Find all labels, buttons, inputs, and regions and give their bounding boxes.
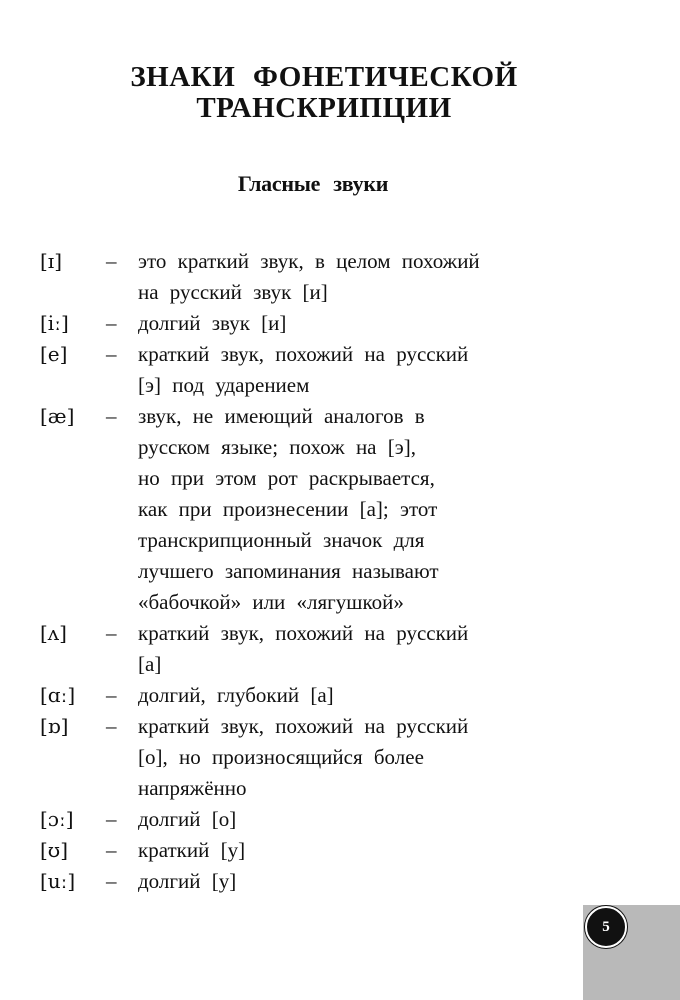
description-line: краткий звук, похожий на русский bbox=[138, 342, 469, 366]
description-line: [а] bbox=[138, 652, 162, 676]
transcription-entry bbox=[40, 804, 600, 835]
phonetic-symbol: [ʌ] bbox=[40, 621, 67, 645]
sound-description bbox=[138, 804, 600, 835]
description-line: это краткий звук, в целом похожий bbox=[138, 249, 480, 273]
page-title-line-2: ТРАНСКРИПЦИИ bbox=[196, 92, 452, 124]
phonetic-symbol: [ɒ] bbox=[40, 714, 69, 738]
transcription-entry bbox=[40, 711, 600, 804]
entry-dash: – bbox=[106, 807, 117, 831]
page-title bbox=[0, 62, 648, 124]
description-line: [э] под ударением bbox=[138, 373, 310, 397]
sound-description bbox=[138, 308, 600, 339]
phonetic-symbol: [ɔː] bbox=[40, 807, 74, 831]
description-line: звук, не имеющий аналогов в bbox=[138, 404, 425, 428]
transcription-entry bbox=[40, 246, 600, 308]
phonetic-symbol: [ɑː] bbox=[40, 683, 76, 707]
description-line: лучшего запоминания называют bbox=[138, 559, 439, 583]
phonetic-symbol: [uː] bbox=[40, 869, 76, 893]
description-line: краткий звук, похожий на русский bbox=[138, 714, 469, 738]
description-line: русском языке; похож на [э], bbox=[138, 435, 416, 459]
description-line: краткий [у] bbox=[138, 838, 246, 862]
description-line: долгий, глубокий [а] bbox=[138, 683, 334, 707]
transcription-list bbox=[40, 246, 600, 897]
sound-description bbox=[138, 711, 600, 804]
entry-dash: – bbox=[106, 342, 117, 366]
transcription-entry bbox=[40, 680, 600, 711]
description-line: на русский звук [и] bbox=[138, 280, 328, 304]
entry-dash: – bbox=[106, 683, 117, 707]
description-line: [о], но произносящийся более bbox=[138, 745, 424, 769]
description-line: краткий звук, похожий на русский bbox=[138, 621, 469, 645]
phonetic-symbol: [e] bbox=[40, 342, 68, 366]
sound-description bbox=[138, 618, 600, 680]
entry-dash: – bbox=[106, 714, 117, 738]
phonetic-symbol: [iː] bbox=[40, 311, 69, 335]
description-line: долгий [у] bbox=[138, 869, 237, 893]
phonetic-symbol: [ɪ] bbox=[40, 249, 63, 273]
phonetic-symbol: [ʊ] bbox=[40, 838, 69, 862]
phonetic-symbol: [æ] bbox=[40, 404, 75, 428]
page-number: 5 bbox=[585, 906, 627, 948]
description-line: транскрипционный значок для bbox=[138, 528, 425, 552]
description-line: напряжённо bbox=[138, 776, 247, 800]
transcription-entry bbox=[40, 866, 600, 897]
description-line: как при произнесении [а]; этот bbox=[138, 497, 438, 521]
section-heading: Гласные звуки bbox=[237, 171, 389, 196]
description-line: «бабочкой» или «лягушкой» bbox=[138, 590, 404, 614]
transcription-entry bbox=[40, 308, 600, 339]
transcription-entry bbox=[40, 401, 600, 618]
description-line: долгий [о] bbox=[138, 807, 237, 831]
page-title-line-1: ЗНАКИ ФОНЕТИЧЕСКОЙ bbox=[130, 61, 518, 93]
entry-dash: – bbox=[106, 621, 117, 645]
entry-dash: – bbox=[106, 869, 117, 893]
transcription-entry bbox=[40, 835, 600, 866]
transcription-entry bbox=[40, 339, 600, 401]
sound-description bbox=[138, 866, 600, 897]
sound-description bbox=[138, 246, 600, 308]
entry-dash: – bbox=[106, 838, 117, 862]
sound-description bbox=[138, 835, 600, 866]
sound-description bbox=[138, 680, 600, 711]
sound-description bbox=[138, 401, 600, 618]
sound-description bbox=[138, 339, 600, 401]
transcription-entry bbox=[40, 618, 600, 680]
description-line: но при этом рот раскрывается, bbox=[138, 466, 435, 490]
entry-dash: – bbox=[106, 311, 117, 335]
description-line: долгий звук [и] bbox=[138, 311, 287, 335]
entry-dash: – bbox=[106, 249, 117, 273]
entry-dash: – bbox=[106, 404, 117, 428]
